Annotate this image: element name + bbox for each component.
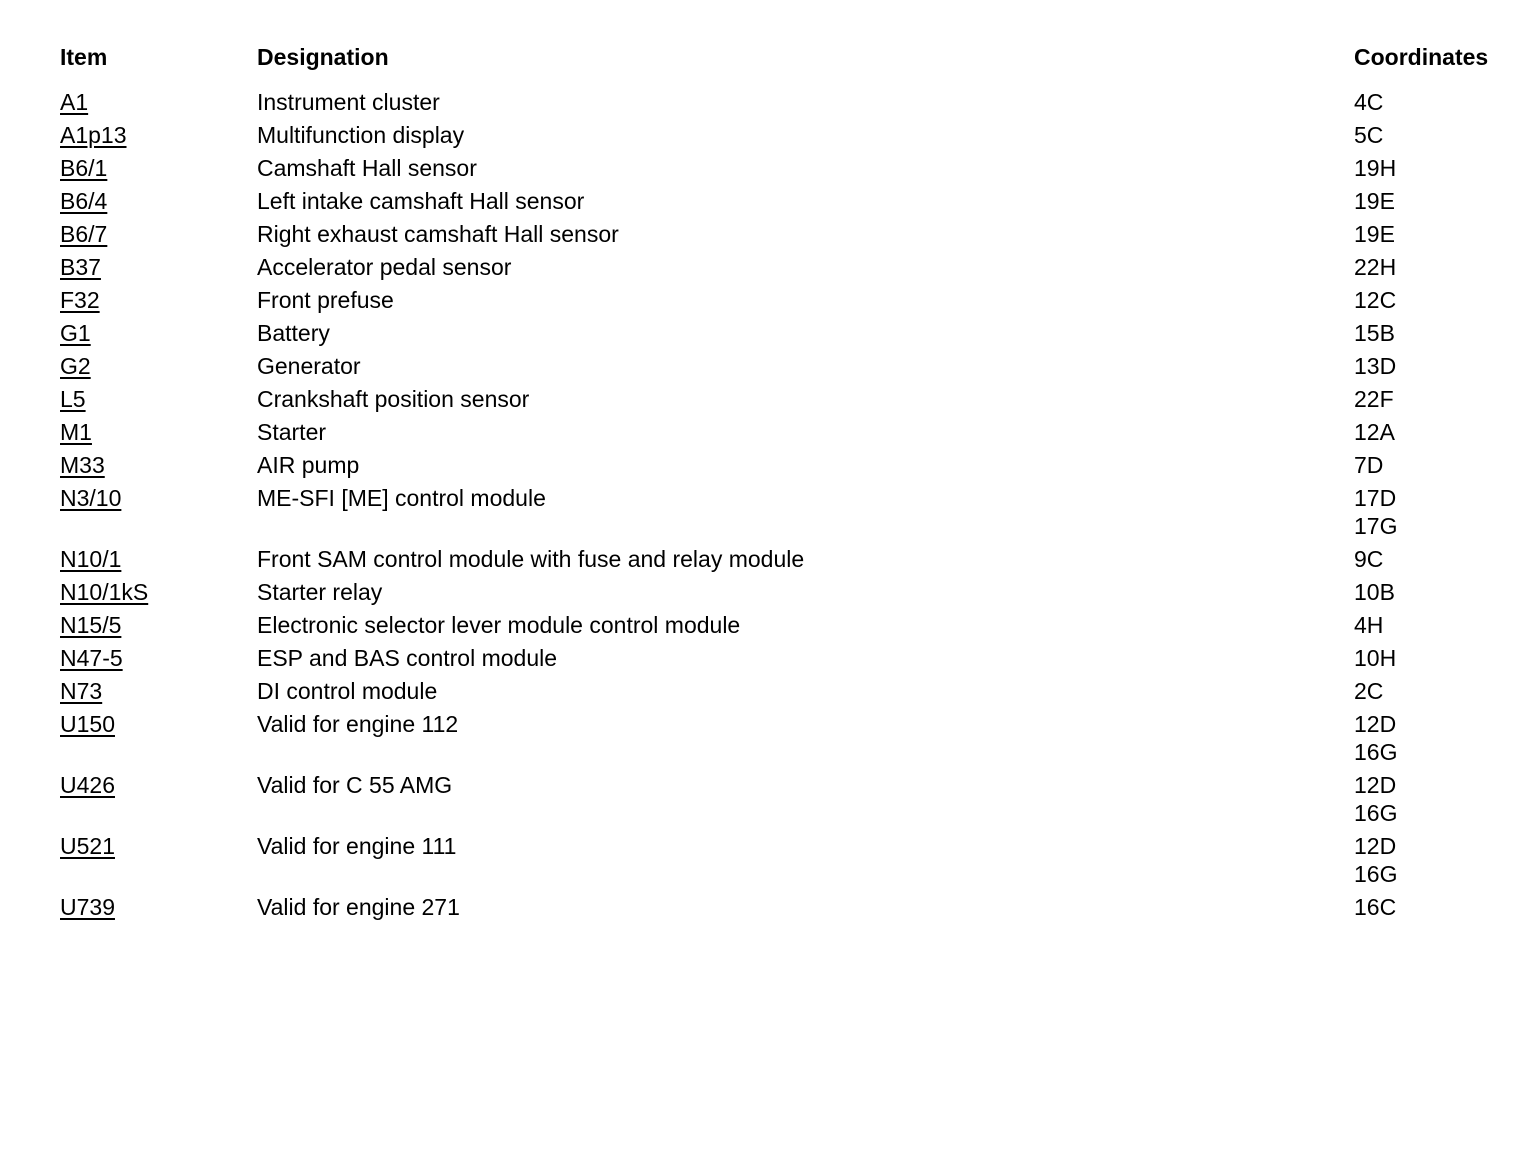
table-row [60,766,1520,827]
designation-cell: Valid for engine 112 [257,711,459,737]
table-row [60,606,1520,639]
designation-cell: Valid for C 55 AMG [257,772,453,798]
coordinate-value: 16C [1354,894,1397,920]
coordinate-value: 12C [1354,287,1397,313]
item-cell [60,710,257,738]
table-body [60,83,1520,921]
coordinates-cell [1354,286,1520,314]
designation-cell: Accelerator pedal sensor [257,254,512,280]
coordinates-cell [1354,187,1520,215]
item-link[interactable]: N10/1kS [60,579,149,605]
coordinate-value: 17G [1354,513,1398,539]
item-cell [60,187,257,215]
coordinate-value: 4C [1354,89,1384,115]
coordinates-cell [1354,319,1520,347]
item-cell [60,385,257,413]
table-row [60,446,1520,479]
item-cell [60,220,257,248]
coordinates-cell [1354,832,1520,888]
item-cell [60,319,257,347]
coordinate-value: 22H [1354,254,1397,280]
item-cell [60,88,257,116]
coordinates-cell [1354,578,1520,606]
coordinates-cell [1354,677,1520,705]
coordinates-cell [1354,88,1520,116]
item-link[interactable]: F32 [60,287,100,313]
designation-cell: Front SAM control module with fuse and relay module [257,546,805,572]
item-link[interactable]: U521 [60,833,115,859]
item-link[interactable]: N47-5 [60,645,123,671]
item-cell [60,418,257,446]
designation-cell: Camshaft Hall sensor [257,155,477,181]
item-link[interactable]: L5 [60,386,86,412]
coordinate-value: 19E [1354,188,1395,214]
table-row [60,705,1520,766]
item-link[interactable]: N3/10 [60,485,122,511]
table-row [60,248,1520,281]
item-cell [60,677,257,705]
item-cell [60,644,257,672]
coordinate-value: 5C [1354,122,1384,148]
coordinates-cell [1354,418,1520,446]
coordinates-cell [1354,611,1520,639]
designation-cell: Generator [257,353,361,379]
designation-cell: DI control module [257,678,438,704]
coordinates-cell [1354,484,1520,540]
designation-cell: Starter [257,419,327,445]
item-cell [60,578,257,606]
coordinate-value: 19H [1354,155,1397,181]
coordinate-value: 13D [1354,353,1397,379]
coordinates-cell [1354,121,1520,149]
table-row [60,540,1520,573]
item-link[interactable]: U150 [60,711,115,737]
designation-cell: Multifunction display [257,122,465,148]
table-row [60,573,1520,606]
coordinates-cell [1354,220,1520,248]
header-item: Item [60,44,108,70]
coordinate-value: 15B [1354,320,1395,346]
item-link[interactable]: U739 [60,894,115,920]
item-cell [60,352,257,380]
item-link[interactable]: B6/1 [60,155,108,181]
coordinate-value: 4H [1354,612,1384,638]
item-cell [60,451,257,479]
coordinate-value: 2C [1354,678,1384,704]
coordinate-value: 16G [1354,739,1398,765]
table-row [60,827,1520,888]
item-cell [60,484,257,512]
coordinate-value: 12D [1354,772,1397,798]
table-row [60,281,1520,314]
table-row [60,639,1520,672]
table-row [60,116,1520,149]
designation-cell: AIR pump [257,452,360,478]
designation-cell: Battery [257,320,330,346]
table-row [60,672,1520,705]
item-cell [60,893,257,921]
coordinates-cell [1354,545,1520,573]
coordinate-value: 9C [1354,546,1384,572]
designation-cell: Electronic selector lever module control module [257,612,741,638]
coordinates-cell [1354,352,1520,380]
item-link[interactable]: B6/7 [60,221,108,247]
coordinates-cell [1354,893,1520,921]
coordinate-value: 17D [1354,485,1397,511]
item-link[interactable]: A1p13 [60,122,127,148]
item-cell [60,771,257,799]
table-row [60,413,1520,446]
legend-table [60,40,1520,921]
table-row [60,888,1520,921]
coordinate-value: 19E [1354,221,1395,247]
item-cell [60,611,257,639]
item-cell [60,286,257,314]
coordinate-value: 16G [1354,800,1398,826]
table-row [60,479,1520,540]
coordinates-cell [1354,154,1520,182]
coordinates-cell [1354,253,1520,281]
designation-cell: Front prefuse [257,287,394,313]
coordinates-cell [1354,385,1520,413]
item-cell [60,832,257,860]
designation-cell: Instrument cluster [257,89,440,115]
coordinate-value: 12D [1354,711,1397,737]
table-row [60,347,1520,380]
table-row [60,215,1520,248]
coordinates-cell [1354,451,1520,479]
coordinates-cell [1354,644,1520,672]
table-row [60,83,1520,116]
table-row [60,380,1520,413]
item-link[interactable]: U426 [60,772,115,798]
designation-cell: Crankshaft position sensor [257,386,530,412]
table-row [60,314,1520,347]
coordinate-value: 10H [1354,645,1397,671]
designation-cell: Valid for engine 271 [257,894,460,920]
coordinate-value: 7D [1354,452,1384,478]
item-link[interactable]: N73 [60,678,103,704]
designation-cell: Left intake camshaft Hall sensor [257,188,585,214]
item-link[interactable]: N10/1 [60,546,122,572]
item-link[interactable]: M1 [60,419,92,445]
item-cell [60,545,257,573]
table-header [60,40,1520,83]
designation-cell: ESP and BAS control module [257,645,558,671]
item-link[interactable]: B37 [60,254,101,280]
item-link[interactable]: B6/4 [60,188,108,214]
coordinates-cell [1354,771,1520,827]
designation-cell: Valid for engine 111 [257,833,457,859]
item-cell [60,121,257,149]
designation-cell: ME-SFI [ME] control module [257,485,546,511]
header-designation: Designation [257,44,389,70]
item-link[interactable]: N15/5 [60,612,122,638]
coordinate-value: 22F [1354,386,1394,412]
item-link[interactable]: G1 [60,320,91,346]
item-link[interactable]: M33 [60,452,105,478]
designation-cell: Right exhaust camshaft Hall sensor [257,221,619,247]
item-cell [60,154,257,182]
coordinates-cell [1354,710,1520,766]
coordinate-value: 16G [1354,861,1398,887]
header-coordinates: Coordinates [1354,44,1489,70]
coordinate-value: 10B [1354,579,1395,605]
item-cell [60,253,257,281]
item-link[interactable]: A1 [60,89,89,115]
item-link[interactable]: G2 [60,353,91,379]
table-row [60,182,1520,215]
designation-cell: Starter relay [257,579,383,605]
coordinate-value: 12A [1354,419,1395,445]
coordinate-value: 12D [1354,833,1397,859]
table-row [60,149,1520,182]
